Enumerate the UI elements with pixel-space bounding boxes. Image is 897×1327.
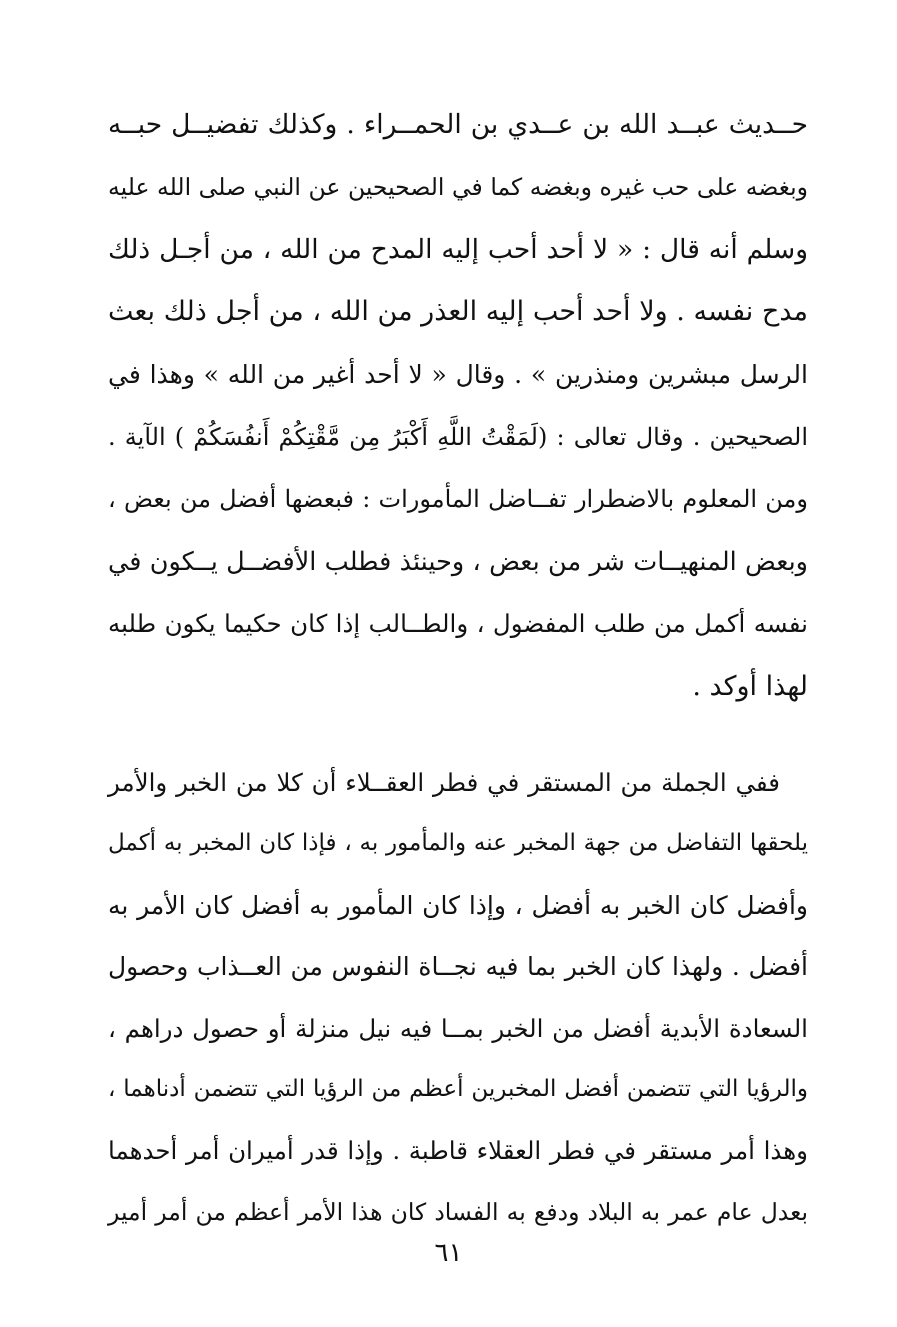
text-line-quran-verse: الصحيحين . وقال تعالى : (لَمَقْتُ اللَّهِ أَكْبَرُ مِن مَّقْتِكُمْ أَنفُسَكُمْ ) الآية .: [108, 422, 808, 451]
text-line: وأفضل كان الخبر به أفضل ، وإذا كان المأمور به أفضل كان الأمر به: [108, 890, 808, 920]
text-line: مدح نفسه . ولا أحد أحب إليه العذر من الله ، من أجل ذلك بعث: [108, 296, 808, 328]
text-line: حــديث عبــد الله بن عــدي بن الحمــراء . وكذلك تفضيــل حبــه: [108, 109, 808, 140]
page-number: ٦١: [434, 1238, 463, 1268]
text-line: والرؤيا التي تتضمن أفضل المخبرين أعظم من الرؤيا التي تتضمن أدناهما ،: [108, 1075, 808, 1102]
paragraph-1: [108, 94, 808, 718]
text-line: وبعض المنهيــات شر من بعض ، وحينئذ فطلب الأفضــل يــكون في: [108, 546, 808, 577]
text-line: أفضل . ولهذا كان الخبر بما فيه نجــاة النفوس من العــذاب وحصول: [108, 952, 808, 982]
text-line: لهذا أوكد .: [692, 670, 808, 702]
text-line: السعادة الأبدية أفضل من الخبر بمــا فيه نيل منزلة أو حصول دراهم ،: [108, 1013, 808, 1043]
text-line: ومن المعلوم بالاضطرار تفــاضل المأمورات : فبعضها أفضل من بعض ،: [108, 485, 808, 514]
text-line: نفسه أكمل من طلب المفضول ، والطــالب إذا كان حكيما يكون طلبه: [108, 609, 808, 639]
text-line: بعدل عام عمر به البلاد ودفع به الفساد كان هذا الأمر أعظم من أمر أمير: [108, 1197, 808, 1226]
text-line: الرسل مبشرين ومنذرين » . وقال « لا أحد أغير من الله » وهذا في: [108, 359, 808, 389]
text-line: وبغضه على حب غيره وبغضه كما في الصحيحين عن النبي صلى الله عليه: [108, 173, 808, 202]
text-line: ففي الجملة من المستقر في فطر العقــلاء أن كلا من الخبر والأمر: [108, 768, 780, 797]
text-line: وهذا أمر مستقر في فطر العقلاء قاطبة . وإذا قدر أميران أمر أحدهما: [108, 1136, 808, 1166]
paragraph-2: [108, 752, 808, 1243]
text-line: يلحقها التفاضل من جهة المخبر عنه والمأمور به ، فإذا كان المخبر به أكمل: [108, 830, 808, 857]
text-line: وسلم أنه قال : « لا أحد أحب إليه المدح من الله ، من أجـل ذلك: [108, 233, 808, 265]
